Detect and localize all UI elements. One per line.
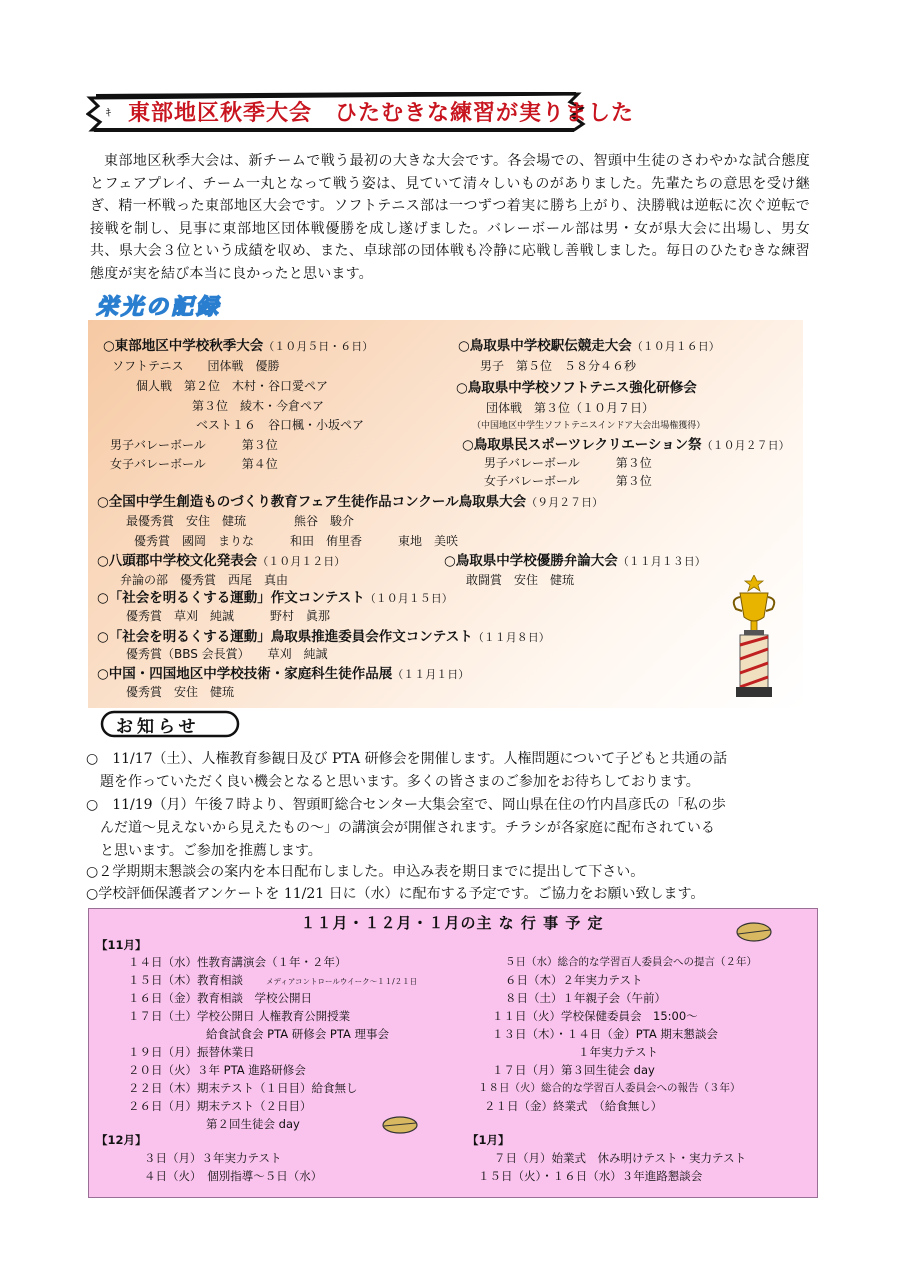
month-label-jan: 【1月】 [467, 1133, 510, 1147]
record-line: 弁論の部 優秀賞 西尾 真由 [120, 573, 289, 587]
schedule-item: １４日（水）性教育講演会（１年・２年） [128, 955, 347, 969]
record-line: 女子バレーボール 第４位 [110, 457, 278, 471]
trophy-icon [726, 575, 784, 700]
notice-line: ○学校評価保護者アンケートを 11/21 日に（水）に配布する予定です。ご協力をお願い致します。 [86, 886, 705, 902]
leaf-icon [380, 1114, 420, 1136]
schedule-item: ２６日（月）期末テスト（２日目） [128, 1099, 312, 1113]
record-line: 最優秀賞 安住 健琉 熊谷 駿介 [126, 514, 355, 528]
record-title: ○「社会を明るくする運動」鳥取県推進委員会作文コンテスト（１１月８日） [97, 629, 550, 645]
record-line: 男子バレーボール 第３位 [110, 438, 278, 452]
records-header: 栄光の記録 [96, 295, 222, 320]
record-line: ベスト１６ 谷口楓・小坂ペア [196, 418, 365, 432]
svg-text:ｷ: ｷ [106, 108, 111, 119]
notice-line: ○２学期期末懇談会の案内を本日配布しました。申込み表を期日までに提出して下さい。 [86, 864, 645, 880]
schedule-item: １９日（月）振替休業日 [128, 1045, 255, 1059]
schedule-item: ２１日（金）終業式 （給食無し） [484, 1099, 663, 1113]
schedule-item: １１日（火）学校保健委員会 15:00～ [492, 1009, 698, 1023]
record-line: 男子バレーボール 第３位 [484, 456, 652, 470]
notice-line: ○ 11/19（月）午後７時より、智頭町総合センター大集会室で、岡山県在住の竹内昌彦氏の「私の歩 [86, 797, 726, 813]
record-title: ○「社会を明るくする運動」作文コンテスト（１０月１５日） [97, 590, 453, 606]
record-line: 個人戦 第２位 木村・谷口愛ペア [136, 379, 329, 393]
record-title: ○鳥取県中学校優勝弁論大会（１１月１３日） [444, 553, 706, 569]
record-title: ○全国中学生創造ものづくり教育フェア生徒作品コンクール鳥取県大会（９月２７日） [97, 494, 604, 510]
record-line: 優秀賞（BBS 会長賞） 草刈 純誠 [126, 647, 328, 661]
notice-header-text: お知らせ [116, 717, 200, 737]
schedule-item: 給食試食会 PTA 研修会 PTA 理事会 [206, 1027, 389, 1041]
schedule-item: １７日（土）学校公開日 人権教育公開授業 [128, 1009, 351, 1023]
schedule-item: ２０日（火）３年 PTA 進路研修会 [128, 1063, 306, 1077]
record-title: ○八頭郡中学校文化発表会（１０月１２日） [97, 553, 346, 569]
schedule-title: １１月・１２月・１月の主 な 行 事 予 定 [300, 914, 604, 932]
schedule-item: １５日（火）・１６日（水）３年進路懇談会 [478, 1169, 703, 1183]
schedule-item: ６日（木）２年実力テスト [505, 973, 643, 987]
leaf-icon [734, 920, 774, 944]
record-line: 第３位 綾木・今倉ペア [192, 399, 325, 413]
schedule-item: ７日（月）始業式 休み明けテスト・実力テスト [494, 1151, 747, 1165]
record-line: 優秀賞 國岡 まりな 和田 侑里香 東地 美咲 [134, 534, 459, 548]
notice-line: と思います。ご参加を推薦します。 [86, 843, 322, 859]
schedule-item: １５日（木）教育相談 メディアコントロールウイーク～１１/２１日 [128, 973, 418, 987]
record-line: （中国地区中学生ソフトテニスインドア大会出場権獲得） [472, 421, 706, 431]
schedule-item: ８日（土）１年親子会（午前） [505, 991, 666, 1005]
notice-line: んだ道～見えないから見えたもの～」の講演会が開催されます。チラシが各家庭に配布されている [86, 820, 715, 836]
schedule-item: １８日（火）総合的な学習百人委員会への報告（３年） [478, 1082, 741, 1094]
record-line: ソフトテニス 団体戦 優勝 [112, 359, 280, 373]
record-line: 団体戦 第３位（１０月７日） [486, 401, 655, 415]
record-line: 男子 第５位 ５８分４６秒 [480, 359, 637, 373]
record-line: 女子バレーボール 第３位 [484, 474, 652, 488]
record-title: ○鳥取県中学校駅伝競走大会（１０月１６日） [458, 338, 720, 354]
schedule-item: ５日（水）総合的な学習百人委員会への提言（２年） [505, 956, 757, 968]
record-title: ○中国・四国地区中学校技術・家庭科生徒作品展（１１月１日） [97, 666, 470, 682]
schedule-item: 第２回生徒会 day [206, 1117, 300, 1131]
schedule-item: ３日（月）３年実力テスト [144, 1151, 282, 1165]
month-label-dec: 【12月】 [96, 1133, 147, 1147]
record-line: 優秀賞 安住 健琉 [126, 685, 235, 699]
record-title: ○鳥取県中学校ソフトテニス強化研修会 [456, 380, 697, 396]
record-line: 優秀賞 草刈 純誠 野村 眞那 [126, 609, 331, 623]
schedule-item: １３日（木）・１４日（金）PTA 期末懇談会 [492, 1027, 718, 1041]
record-line: 敢闘賞 安住 健琉 [466, 573, 575, 587]
record-title: ○東部地区中学校秋季大会（１０月５日・６日） [103, 338, 374, 354]
schedule-item: ２２日（木）期末テスト（１日目）給食無し [128, 1081, 358, 1095]
record-title: ○鳥取県民スポーツレクリエーション祭（１０月２７日） [462, 437, 790, 453]
intro-paragraph: 東部地区秋季大会は、新チームで戦う最初の大きな大会です。各会場での、智頭中生徒のさわやかな試合態度とフェアプレイ、チーム一丸となって戦う姿は、見ていて清々しいものがありました。先輩たちの意思を受け継ぎ、精一杯戦った東部地区大会です。ソフトテニス部は一つずつ着実に勝ち上がり、決勝戦は逆転に次ぐ逆転で接戦を制し、見事に東部地区団体戦優勝を成し遂げました。バレーボール部は男・女が県大会に出場し、男女共、県大会３位という成績を収め、また、卓球部の団体戦も冷静に応戦し善戦しました。毎日のひたむきな練習態度が実を結び本当に良かったと思います。 [90, 153, 810, 282]
notice-line: 題を作っていただく良い機会となると思います。多くの皆さまのご参加をお待ちしております。 [86, 774, 700, 790]
schedule-item: １年実力テスト [578, 1045, 659, 1059]
month-label-nov: 【11月】 [96, 938, 147, 952]
schedule-item: ４日（火） 個別指導～５日（水） [144, 1169, 323, 1183]
banner-title: 東部地区秋季大会 ひたむきな練習が実りました [128, 101, 635, 126]
notice-line: ○ 11/17（土）、人権教育参観日及び PTA 研修会を開催します。人権問題について子どもと共通の話 [86, 751, 728, 767]
schedule-item: １６日（金）教育相談 学校公開日 [128, 991, 312, 1005]
schedule-item: １７日（月）第３回生徒会 day [492, 1063, 655, 1077]
